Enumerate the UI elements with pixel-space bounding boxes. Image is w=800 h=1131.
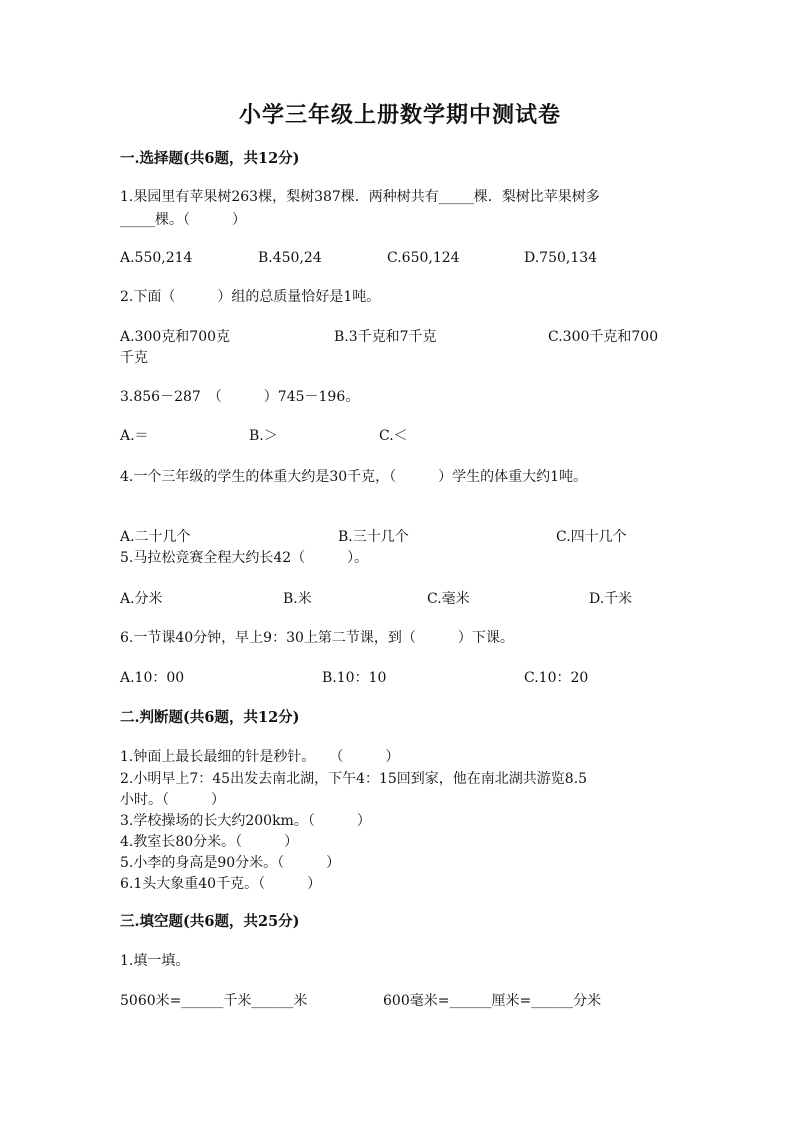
question-4-option-c: C.四十几个 bbox=[556, 529, 627, 545]
question-1-option-c: C.650,124 bbox=[387, 250, 460, 266]
question-5-option-b: B.米 bbox=[283, 591, 312, 607]
question-1-option-b: B.450,24 bbox=[258, 250, 322, 266]
fill-question-1-text: 1.填一填。 bbox=[120, 953, 190, 969]
question-3-option-a: A.＝ bbox=[120, 428, 149, 444]
judgment-item-2: 2.小明早上7：45出发去南北湖，下午4：15回到家，他在南北湖共游览8.5 bbox=[120, 771, 588, 787]
question-2-text: 2.下面（ ）组的总质量恰好是1吨。 bbox=[120, 289, 381, 305]
question-5-option-d: D.千米 bbox=[589, 591, 633, 607]
question-3-option-b: B.＞ bbox=[249, 428, 278, 444]
question-3-text: 3.856－287 （ ）745－196。 bbox=[120, 389, 360, 405]
question-2-option-c: C.300千克和700 bbox=[548, 329, 659, 345]
fill-blank-a: 5060米=______千米______米 bbox=[120, 993, 308, 1009]
question-6-text: 6.一节课40分钟，早上9：30上第二节课，到（ ）下课。 bbox=[120, 630, 514, 646]
question-4-option-a: A.二十几个 bbox=[120, 529, 191, 545]
question-5-option-a: A.分米 bbox=[120, 591, 163, 607]
question-6-option-a: A.10：00 bbox=[120, 670, 185, 686]
question-1-line-1: 1.果园里有苹果树263棵，梨树387棵．两种树共有_____棵．梨树比苹果树多 bbox=[120, 189, 600, 205]
judgment-item-5: 5.小李的身高是90分米。（ ） bbox=[120, 855, 341, 871]
question-6-option-c: C.10：20 bbox=[524, 670, 589, 686]
section-heading-judgment: 二.判断题(共6题，共12分) bbox=[120, 709, 300, 726]
question-1-option-d: D.750,134 bbox=[524, 250, 598, 266]
question-6-option-b: B.10：10 bbox=[322, 670, 387, 686]
judgment-item-3: 3.学校操场的长大约200km。（ ） bbox=[120, 813, 371, 829]
question-2-option-c-wrap: 千克 bbox=[120, 350, 148, 366]
judgment-item-4: 4.教室长80分米。（ ） bbox=[120, 834, 299, 850]
page-title: 小学三年级上册数学期中测试卷 bbox=[238, 102, 561, 128]
fill-blank-b: 600毫米=______厘米=______分米 bbox=[383, 993, 602, 1009]
judgment-item-1: 1.钟面上最长最细的针是秒针。 （ ） bbox=[120, 749, 400, 765]
question-2-option-a: A.300克和700克 bbox=[120, 329, 231, 345]
question-5-option-c: C.毫米 bbox=[427, 591, 470, 607]
section-heading-fill: 三.填空题(共6题，共25分) bbox=[120, 913, 300, 930]
question-4-text: 4.一个三年级的学生的体重大约是30千克，（ ）学生的体重大约1吨。 bbox=[120, 469, 588, 485]
judgment-item-2-wrap: 小时。（ ） bbox=[120, 792, 225, 808]
question-1-option-a: A.550,214 bbox=[120, 250, 193, 266]
question-3-option-c: C.＜ bbox=[379, 428, 408, 444]
question-5-text: 5.马拉松竞赛全程大约长42（ ）。 bbox=[120, 550, 369, 566]
question-2-option-b: B.3千克和7千克 bbox=[334, 329, 437, 345]
question-1-line-2: _____棵。（ ） bbox=[120, 212, 246, 228]
judgment-item-6: 6.1头大象重40千克。（ ） bbox=[120, 876, 322, 892]
question-4-option-b: B.三十几个 bbox=[338, 529, 409, 545]
section-heading-choice: 一.选择题(共6题，共12分) bbox=[120, 150, 300, 167]
